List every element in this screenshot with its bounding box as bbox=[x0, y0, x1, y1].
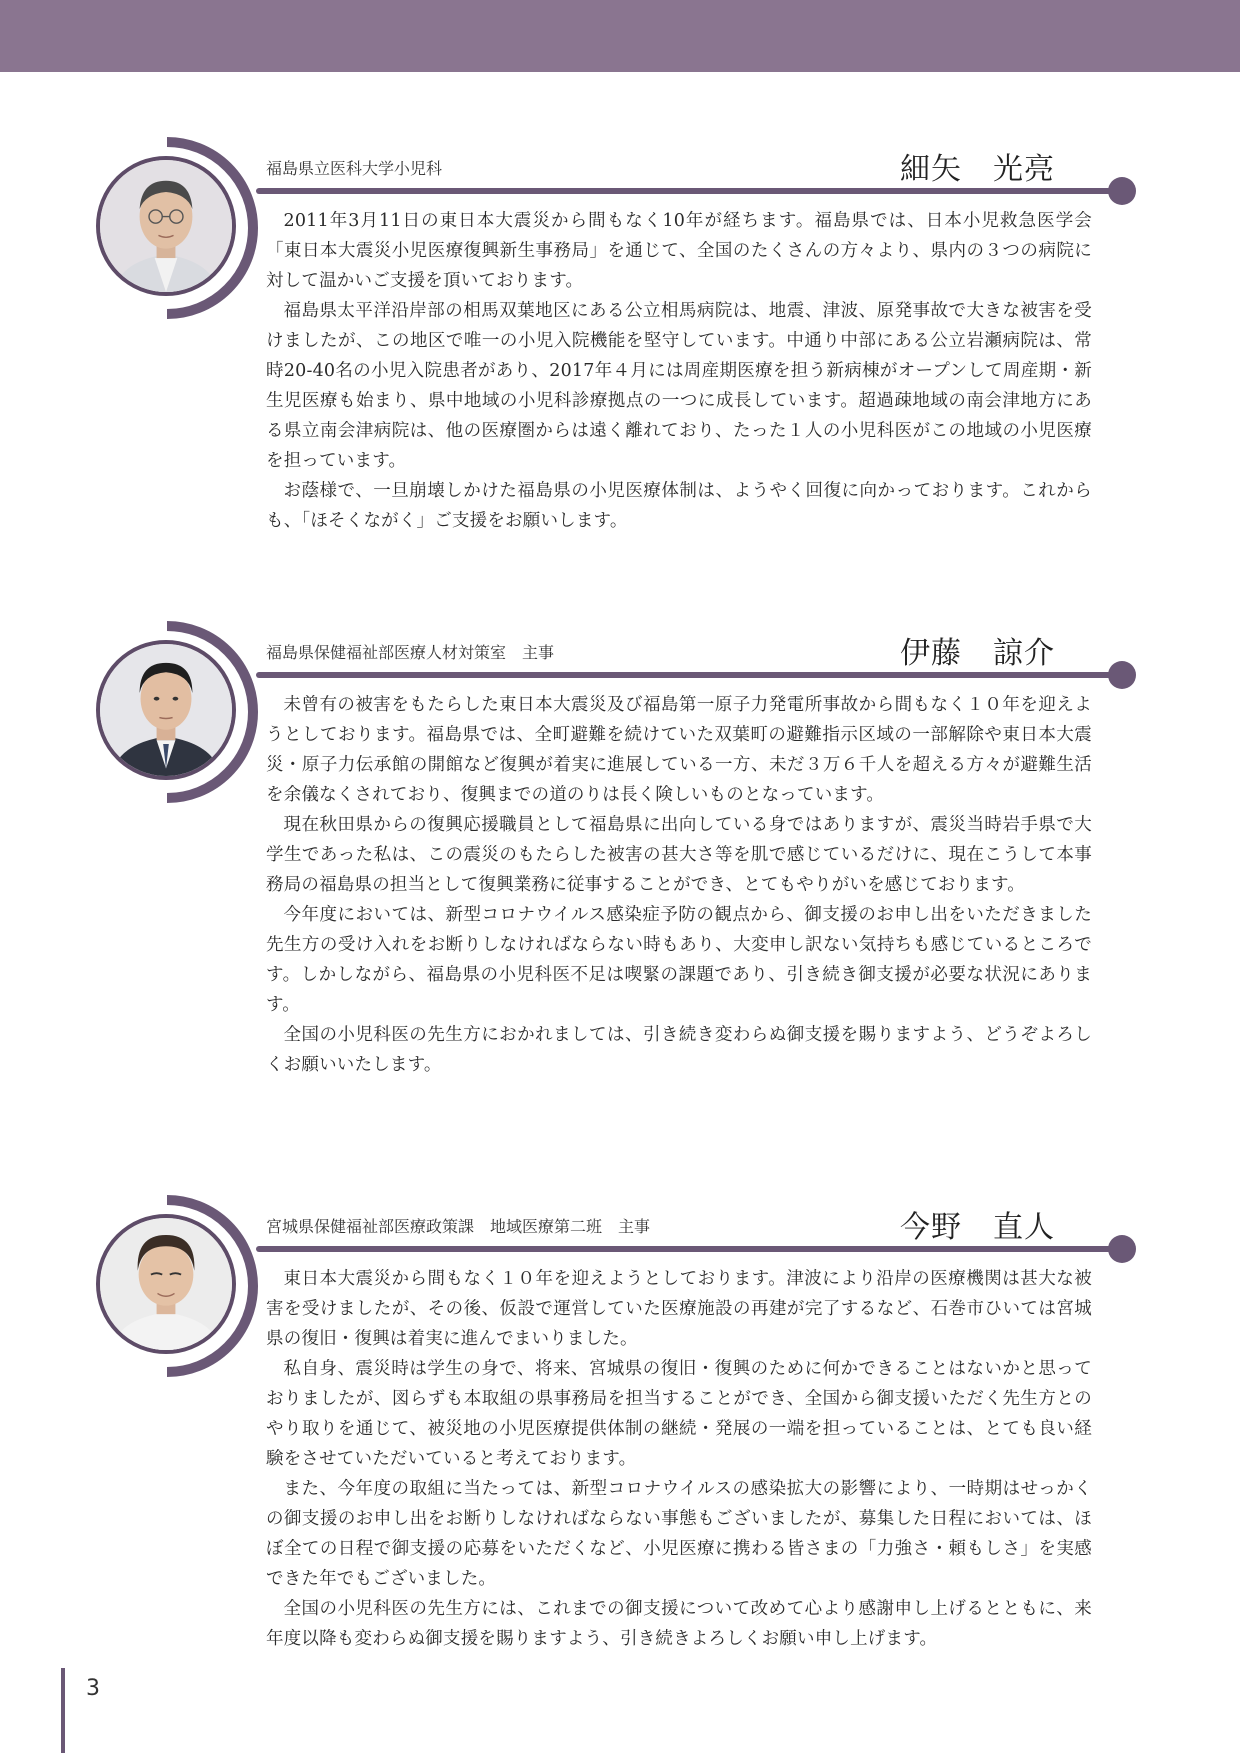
person-name: 伊藤 諒介 bbox=[900, 636, 1055, 671]
portrait-photo-icon bbox=[96, 640, 236, 780]
message-paragraph: 東日本大震災から間もなく１０年を迎えようとしております。津波により沿岸の医療機関は甚大な被害を受けましたが、その後、仮設で運営していた医療施設の再建が完了するなど、石巻市ひいては宮城県の復旧・復興は着実に進んでまいりました。 bbox=[266, 1269, 1092, 1349]
message-body bbox=[266, 206, 1092, 536]
affiliation-label: 宮城県保健福祉部医療政策課 地域医療第二班 主事 bbox=[266, 1217, 651, 1236]
message-paragraph: 未曾有の被害をもたらした東日本大震災及び福島第一原子力発電所事故から間もなく１０年を迎えようとしております。福島県では、全町避難を続けていた双葉町の避難指示区域の一部解除や東日本大震災・原子力伝承館の開館など復興が着実に進展している一方、未だ３万６千人を超える方々が避難生活を余儀なくされており、復興までの道のりは長く険しいものとなっています。 bbox=[266, 695, 1092, 805]
message-body bbox=[266, 1264, 1092, 1654]
message-paragraph: お蔭様で、一旦崩壊しかけた福島県の小児医療体制は、ようやく回復に向かっております。これからも、「ほそくながく」ご支援をお願いします。 bbox=[266, 481, 1092, 531]
name-divider bbox=[256, 1246, 1116, 1252]
portrait-photo-icon bbox=[96, 1214, 236, 1354]
message-paragraph: 2011年3月11日の東日本大震災から間もなく10年が経ちます。福島県では、日本小児救急医学会「東日本大震災小児医療復興新生事務局」を通じて、全国のたくさんの方々より、県内の３つの病院に対して温かいご支援を頂いております。 bbox=[266, 211, 1092, 291]
name-divider bbox=[256, 672, 1116, 678]
affiliation-label: 福島県保健福祉部医療人材対策室 主事 bbox=[266, 643, 555, 662]
message-paragraph: 私自身、震災時は学生の身で、将来、宮城県の復旧・復興のために何かできることはないかと思っておりましたが、図らずも本取組の県事務局を担当することができ、全国から御支援いただく先生方とのやり取りを通じて、被災地の小児医療提供体制の継続・発展の一端を担っていることは、とても良い経験をさせていただいていると考えております。 bbox=[266, 1359, 1092, 1469]
name-divider bbox=[256, 188, 1116, 194]
person-name: 細矢 光亮 bbox=[900, 152, 1055, 187]
divider-dot bbox=[1108, 661, 1136, 689]
message-paragraph: 福島県太平洋沿岸部の相馬双葉地区にある公立相馬病院は、地震、津波、原発事故で大きな被害を受けましたが、この地区で唯一の小児入院機能を堅守しています。中通り中部にある公立岩瀬病院は、常時20-40名の小児入院患者があり、2017年４月には周産期医療を担う新病棟がオープンして周産期・新生児医療も始まり、県中地域の小児科診療拠点の一つに成長しています。超過疎地域の南会津地方にある県立南会津病院は、他の医療圏からは遠く離れており、たった１人の小児科医がこの地域の小児医療を担っています。 bbox=[266, 301, 1092, 471]
header-band bbox=[0, 0, 1240, 72]
person-name: 今野 直人 bbox=[900, 1210, 1055, 1245]
message-body bbox=[266, 690, 1092, 1080]
message-paragraph: 全国の小児科医の先生方におかれましては、引き続き変わらぬ御支援を賜りますよう、どうぞよろしくお願いいたします。 bbox=[266, 1025, 1092, 1075]
affiliation-label: 福島県立医科大学小児科 bbox=[266, 159, 443, 178]
divider-dot bbox=[1108, 1235, 1136, 1263]
message-paragraph: 現在秋田県からの復興応援職員として福島県に出向している身ではありますが、震災当時岩手県で大学生であった私は、この震災のもたらした被害の甚大さ等を肌で感じているだけに、現在こうして本事務局の福島県の担当として復興業務に従事することができ、とてもやりがいを感じております。 bbox=[266, 815, 1092, 895]
page-number: 3 bbox=[86, 1676, 100, 1701]
message-paragraph: また、今年度の取組に当たっては、新型コロナウイルスの感染拡大の影響により、一時期はせっかくの御支援のお申し出をお断りしなければならない事態もございましたが、募集した日程においては、ほぼ全ての日程で御支援の応募をいただくなど、小児医療に携わる皆さまの「力強さ・頼もしさ」を実感できた年でもございました。 bbox=[266, 1479, 1092, 1589]
page-number-bar bbox=[61, 1668, 65, 1753]
message-paragraph: 今年度においては、新型コロナウイルス感染症予防の観点から、御支援のお申し出をいただきました先生方の受け入れをお断りしなければならない時もあり、大変申し訳ない気持ちも感じているところです。しかしながら、福島県の小児科医不足は喫緊の課題であり、引き続き御支援が必要な状況にあります。 bbox=[266, 905, 1092, 1015]
divider-dot bbox=[1108, 177, 1136, 205]
message-paragraph: 全国の小児科医の先生方には、これまでの御支援について改めて心より感謝申し上げるとともに、来年度以降も変わらぬ御支援を賜りますよう、引き続きよろしくお願い申し上げます。 bbox=[266, 1599, 1092, 1649]
portrait-photo-icon bbox=[96, 156, 236, 296]
